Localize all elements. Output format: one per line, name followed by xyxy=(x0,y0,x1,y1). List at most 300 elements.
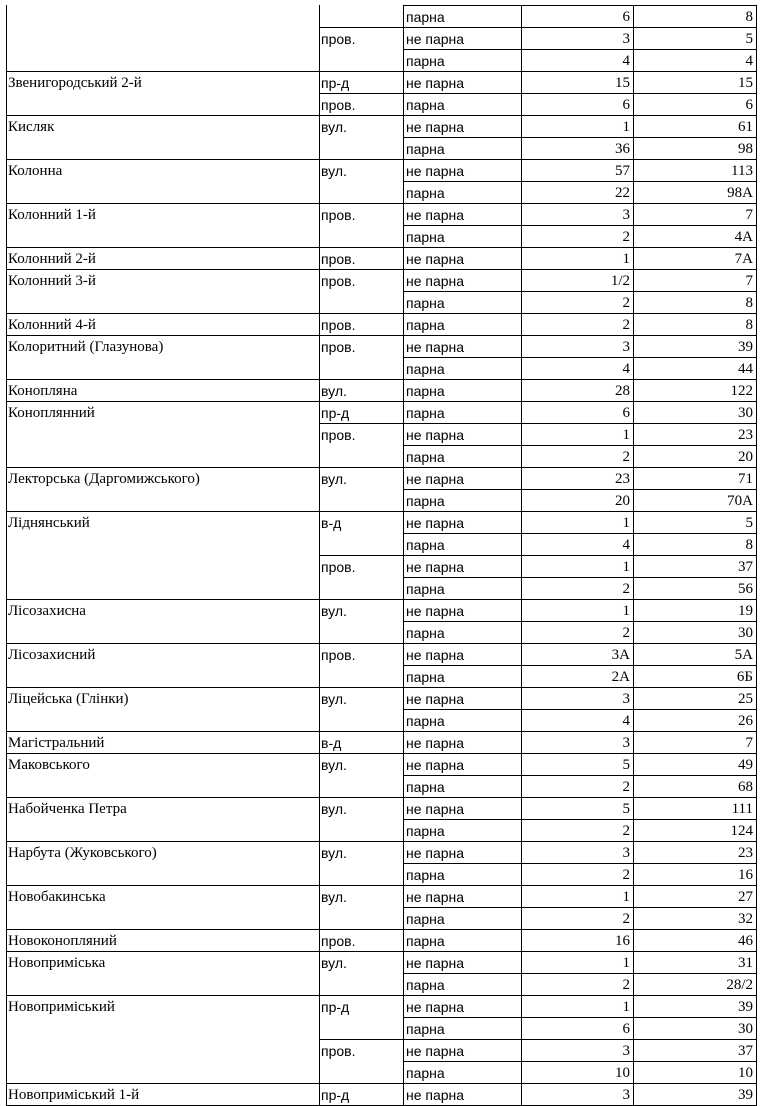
house-from-cell: 2 xyxy=(521,863,633,885)
house-from-cell: 16 xyxy=(521,929,633,951)
parity-cell: парна xyxy=(403,1061,521,1083)
street-type-cell: пров. xyxy=(319,929,403,951)
column-divider xyxy=(319,5,320,1106)
house-from-cell: 10 xyxy=(521,1061,633,1083)
street-name-cell xyxy=(6,489,319,511)
house-to-cell: 28/2 xyxy=(633,973,756,995)
street-type-cell: вул. xyxy=(319,841,403,863)
street-type-cell: пров. xyxy=(319,93,403,115)
parity-cell: не парна xyxy=(403,203,521,225)
house-to-cell: 32 xyxy=(633,907,756,929)
street-type-cell: пров. xyxy=(319,247,403,269)
street-name-cell: Конопляна xyxy=(6,379,319,401)
street-name-cell xyxy=(6,555,319,577)
parity-cell: парна xyxy=(403,181,521,203)
house-from-cell: 2 xyxy=(521,907,633,929)
street-name-cell xyxy=(6,709,319,731)
street-name-cell xyxy=(6,181,319,203)
parity-cell: не парна xyxy=(403,555,521,577)
table-row xyxy=(6,775,762,797)
house-to-cell: 5А xyxy=(633,643,756,665)
house-from-cell: 1 xyxy=(521,511,633,533)
street-type-cell: вул. xyxy=(319,159,403,181)
house-to-cell: 30 xyxy=(633,621,756,643)
house-to-cell: 25 xyxy=(633,687,756,709)
house-to-cell: 5 xyxy=(633,27,756,49)
street-type-cell xyxy=(319,445,403,467)
street-name-cell: Лекторська (Даргомижського) xyxy=(6,467,319,489)
house-from-cell: 3 xyxy=(521,335,633,357)
table-row xyxy=(6,225,762,247)
column-divider xyxy=(633,5,634,1106)
parity-cell: парна xyxy=(403,291,521,313)
house-from-cell: 1/2 xyxy=(521,269,633,291)
parity-cell: парна xyxy=(403,1017,521,1039)
house-to-cell: 23 xyxy=(633,423,756,445)
house-from-cell: 36 xyxy=(521,137,633,159)
parity-cell: парна xyxy=(403,819,521,841)
street-name-cell: Нарбута (Жуковського) xyxy=(6,841,319,863)
street-type-cell: пров. xyxy=(319,269,403,291)
parity-cell: не парна xyxy=(403,1039,521,1061)
parity-cell: не парна xyxy=(403,753,521,775)
house-from-cell: 3 xyxy=(521,27,633,49)
street-type-cell: пр-д xyxy=(319,1083,403,1105)
parity-cell: не парна xyxy=(403,511,521,533)
house-from-cell: 3 xyxy=(521,1083,633,1105)
table-row xyxy=(6,819,762,841)
parity-cell: не парна xyxy=(403,335,521,357)
table-row xyxy=(6,753,762,775)
street-name-cell: Лісозахисний xyxy=(6,643,319,665)
house-from-cell: 2 xyxy=(521,291,633,313)
street-name-cell xyxy=(6,49,319,71)
house-from-cell: 1 xyxy=(521,995,633,1017)
street-type-cell: вул. xyxy=(319,797,403,819)
street-type-cell: пров. xyxy=(319,313,403,335)
parity-cell: парна xyxy=(403,863,521,885)
table-row xyxy=(6,379,762,401)
street-name-cell: Новопримiський xyxy=(6,995,319,1017)
house-to-cell: 111 xyxy=(633,797,756,819)
street-type-cell xyxy=(319,1061,403,1083)
street-name-cell xyxy=(6,445,319,467)
street-type-cell: в-д xyxy=(319,511,403,533)
street-type-cell xyxy=(319,5,403,27)
parity-cell: парна xyxy=(403,929,521,951)
house-from-cell: 2 xyxy=(521,445,633,467)
parity-cell: не парна xyxy=(403,269,521,291)
house-to-cell: 61 xyxy=(633,115,756,137)
table-row xyxy=(6,511,762,533)
street-type-cell: пров. xyxy=(319,203,403,225)
street-name-cell: Колонна xyxy=(6,159,319,181)
house-to-cell: 6Б xyxy=(633,665,756,687)
street-type-cell xyxy=(319,357,403,379)
parity-cell: парна xyxy=(403,709,521,731)
street-name-cell xyxy=(6,577,319,599)
parity-cell: парна xyxy=(403,313,521,335)
parity-cell: не парна xyxy=(403,115,521,137)
table-row xyxy=(6,907,762,929)
house-from-cell: 2 xyxy=(521,819,633,841)
house-to-cell: 37 xyxy=(633,555,756,577)
street-name-cell: Колонний 4-й xyxy=(6,313,319,335)
house-to-cell: 7 xyxy=(633,269,756,291)
house-from-cell: 1 xyxy=(521,885,633,907)
table-row xyxy=(6,445,762,467)
house-from-cell: 6 xyxy=(521,5,633,27)
street-type-cell: вул. xyxy=(319,951,403,973)
parity-cell: парна xyxy=(403,577,521,599)
street-name-cell xyxy=(6,863,319,885)
table-row xyxy=(6,269,762,291)
house-to-cell: 7 xyxy=(633,203,756,225)
street-name-cell xyxy=(6,665,319,687)
table-row xyxy=(6,929,762,951)
house-from-cell: 3 xyxy=(521,1039,633,1061)
house-to-cell: 68 xyxy=(633,775,756,797)
house-from-cell: 22 xyxy=(521,181,633,203)
parity-cell: не парна xyxy=(403,71,521,93)
street-type-cell xyxy=(319,577,403,599)
house-from-cell: 6 xyxy=(521,401,633,423)
street-table xyxy=(6,5,762,1105)
house-to-cell: 23 xyxy=(633,841,756,863)
table-row xyxy=(6,313,762,335)
house-from-cell: 5 xyxy=(521,753,633,775)
street-name-cell xyxy=(6,93,319,115)
table-row xyxy=(6,159,762,181)
street-type-cell xyxy=(319,225,403,247)
house-to-cell: 16 xyxy=(633,863,756,885)
house-to-cell: 8 xyxy=(633,313,756,335)
parity-cell: не парна xyxy=(403,995,521,1017)
street-name-cell: Колоритний (Глазунова) xyxy=(6,335,319,357)
house-from-cell: 2 xyxy=(521,313,633,335)
table-row xyxy=(6,533,762,555)
table-row xyxy=(6,643,762,665)
table-row xyxy=(6,709,762,731)
parity-cell: парна xyxy=(403,401,521,423)
house-from-cell: 4 xyxy=(521,49,633,71)
house-from-cell: 4 xyxy=(521,533,633,555)
street-name-cell xyxy=(6,775,319,797)
table-row xyxy=(6,247,762,269)
table-row xyxy=(6,423,762,445)
column-divider xyxy=(403,5,404,1106)
street-type-cell: вул. xyxy=(319,885,403,907)
street-type-cell xyxy=(319,533,403,555)
house-from-cell: 20 xyxy=(521,489,633,511)
house-from-cell: 3 xyxy=(521,203,633,225)
table-row xyxy=(6,115,762,137)
table-row xyxy=(6,27,762,49)
house-from-cell: 57 xyxy=(521,159,633,181)
table-row xyxy=(6,797,762,819)
street-name-cell: Новоконопляний xyxy=(6,929,319,951)
parity-cell: не парна xyxy=(403,247,521,269)
street-name-cell xyxy=(6,621,319,643)
parity-cell: парна xyxy=(403,775,521,797)
house-to-cell: 4 xyxy=(633,49,756,71)
street-name-cell xyxy=(6,137,319,159)
house-to-cell: 113 xyxy=(633,159,756,181)
table-row xyxy=(6,951,762,973)
street-name-cell: Кисляк xyxy=(6,115,319,137)
house-to-cell: 6 xyxy=(633,93,756,115)
street-type-cell: вул. xyxy=(319,599,403,621)
parity-cell: парна xyxy=(403,533,521,555)
parity-cell: парна xyxy=(403,907,521,929)
parity-cell: парна xyxy=(403,665,521,687)
parity-cell: парна xyxy=(403,137,521,159)
street-name-cell xyxy=(6,1061,319,1083)
table-row xyxy=(6,291,762,313)
street-name-cell xyxy=(6,291,319,313)
street-type-cell: вул. xyxy=(319,379,403,401)
house-from-cell: 3 xyxy=(521,731,633,753)
street-name-cell xyxy=(6,1039,319,1061)
table-row xyxy=(6,863,762,885)
table-row xyxy=(6,93,762,115)
house-to-cell: 98 xyxy=(633,137,756,159)
street-type-cell: пров. xyxy=(319,335,403,357)
house-to-cell: 56 xyxy=(633,577,756,599)
house-from-cell: 1 xyxy=(521,555,633,577)
house-to-cell: 49 xyxy=(633,753,756,775)
house-from-cell: 1 xyxy=(521,599,633,621)
street-type-cell: вул. xyxy=(319,753,403,775)
street-type-cell xyxy=(319,973,403,995)
street-name-cell: Новопримiська xyxy=(6,951,319,973)
parity-cell: парна xyxy=(403,379,521,401)
house-to-cell: 122 xyxy=(633,379,756,401)
house-from-cell: 28 xyxy=(521,379,633,401)
table-row xyxy=(6,401,762,423)
house-to-cell: 20 xyxy=(633,445,756,467)
house-to-cell: 37 xyxy=(633,1039,756,1061)
street-name-cell: Ліцейська (Глінки) xyxy=(6,687,319,709)
table-row xyxy=(6,137,762,159)
house-to-cell: 124 xyxy=(633,819,756,841)
table-row xyxy=(6,1061,762,1083)
street-type-cell: пр-д xyxy=(319,401,403,423)
table-row xyxy=(6,335,762,357)
house-to-cell: 7 xyxy=(633,731,756,753)
street-name-cell: Новобакинська xyxy=(6,885,319,907)
street-type-cell: вул. xyxy=(319,467,403,489)
street-name-cell xyxy=(6,907,319,929)
house-from-cell: 2 xyxy=(521,973,633,995)
street-name-cell xyxy=(6,225,319,247)
house-to-cell: 46 xyxy=(633,929,756,951)
parity-cell: не парна xyxy=(403,423,521,445)
house-from-cell: 1 xyxy=(521,247,633,269)
street-name-cell xyxy=(6,5,319,27)
street-name-cell: Колонний 3-й xyxy=(6,269,319,291)
street-type-cell xyxy=(319,489,403,511)
street-name-cell: Звенигородський 2-й xyxy=(6,71,319,93)
house-from-cell: 1 xyxy=(521,115,633,137)
street-name-cell xyxy=(6,27,319,49)
house-to-cell: 44 xyxy=(633,357,756,379)
table-row xyxy=(6,71,762,93)
house-to-cell: 27 xyxy=(633,885,756,907)
street-type-cell xyxy=(319,1017,403,1039)
parity-cell: не парна xyxy=(403,27,521,49)
house-to-cell: 31 xyxy=(633,951,756,973)
street-name-cell: Ліднянський xyxy=(6,511,319,533)
table-row xyxy=(6,885,762,907)
house-from-cell: 5 xyxy=(521,797,633,819)
house-to-cell: 39 xyxy=(633,1083,756,1105)
table-row xyxy=(6,577,762,599)
house-from-cell: 23 xyxy=(521,467,633,489)
table-row xyxy=(6,621,762,643)
house-from-cell: 3А xyxy=(521,643,633,665)
house-from-cell: 1 xyxy=(521,423,633,445)
street-type-cell: пров. xyxy=(319,1039,403,1061)
street-name-cell xyxy=(6,819,319,841)
street-name-cell: Маковського xyxy=(6,753,319,775)
house-to-cell: 30 xyxy=(633,401,756,423)
street-type-cell xyxy=(319,181,403,203)
column-divider xyxy=(521,5,522,1106)
house-to-cell: 98А xyxy=(633,181,756,203)
street-type-cell: пров. xyxy=(319,555,403,577)
street-type-cell xyxy=(319,775,403,797)
house-from-cell: 2 xyxy=(521,577,633,599)
street-type-cell xyxy=(319,819,403,841)
parity-cell: не парна xyxy=(403,841,521,863)
street-type-cell: в-д xyxy=(319,731,403,753)
street-type-cell xyxy=(319,137,403,159)
parity-cell: не парна xyxy=(403,797,521,819)
table-row xyxy=(6,5,762,27)
parity-cell: не парна xyxy=(403,731,521,753)
table-row xyxy=(6,1039,762,1061)
street-type-cell xyxy=(319,291,403,313)
parity-cell: не парна xyxy=(403,159,521,181)
house-to-cell: 15 xyxy=(633,71,756,93)
house-from-cell: 15 xyxy=(521,71,633,93)
table-row xyxy=(6,973,762,995)
street-type-cell: пров. xyxy=(319,27,403,49)
parity-cell: парна xyxy=(403,225,521,247)
street-type-cell: вул. xyxy=(319,687,403,709)
street-type-cell: пров. xyxy=(319,423,403,445)
street-name-cell: Новопримiський 1-й xyxy=(6,1083,319,1105)
street-type-cell xyxy=(319,863,403,885)
street-name-cell: Колонний 2-й xyxy=(6,247,319,269)
house-from-cell: 6 xyxy=(521,93,633,115)
house-to-cell: 4А xyxy=(633,225,756,247)
street-name-cell xyxy=(6,973,319,995)
table-body xyxy=(6,5,762,1105)
house-to-cell: 71 xyxy=(633,467,756,489)
house-to-cell: 70А xyxy=(633,489,756,511)
house-from-cell: 2 xyxy=(521,621,633,643)
street-name-cell xyxy=(6,357,319,379)
house-to-cell: 26 xyxy=(633,709,756,731)
parity-cell: парна xyxy=(403,49,521,71)
table-row xyxy=(6,995,762,1017)
house-from-cell: 2 xyxy=(521,775,633,797)
house-from-cell: 4 xyxy=(521,357,633,379)
parity-cell: парна xyxy=(403,489,521,511)
street-name-cell: Колонний 1-й xyxy=(6,203,319,225)
parity-cell: не парна xyxy=(403,885,521,907)
street-name-cell: Магістральний xyxy=(6,731,319,753)
street-name-cell: Коноплянний xyxy=(6,401,319,423)
table-row xyxy=(6,489,762,511)
house-to-cell: 19 xyxy=(633,599,756,621)
table-row xyxy=(6,181,762,203)
column-divider xyxy=(756,5,757,1106)
street-name-cell: Лісозахисна xyxy=(6,599,319,621)
table-row xyxy=(6,357,762,379)
street-type-cell: вул. xyxy=(319,115,403,137)
street-type-cell: пр-д xyxy=(319,995,403,1017)
street-type-cell xyxy=(319,49,403,71)
parity-cell: парна xyxy=(403,93,521,115)
house-to-cell: 8 xyxy=(633,533,756,555)
street-name-cell xyxy=(6,423,319,445)
parity-cell: парна xyxy=(403,445,521,467)
house-to-cell: 10 xyxy=(633,1061,756,1083)
parity-cell: парна xyxy=(403,5,521,27)
parity-cell: не парна xyxy=(403,687,521,709)
parity-cell: не парна xyxy=(403,951,521,973)
street-type-cell xyxy=(319,907,403,929)
column-divider xyxy=(6,5,7,1106)
house-from-cell: 2 xyxy=(521,225,633,247)
house-from-cell: 6 xyxy=(521,1017,633,1039)
house-from-cell: 3 xyxy=(521,841,633,863)
street-name-cell xyxy=(6,533,319,555)
house-to-cell: 39 xyxy=(633,995,756,1017)
street-name-cell: Набойченка Петра xyxy=(6,797,319,819)
table-row xyxy=(6,555,762,577)
table-row xyxy=(6,841,762,863)
street-type-cell: пров. xyxy=(319,643,403,665)
street-name-cell xyxy=(6,1017,319,1039)
house-to-cell: 5 xyxy=(633,511,756,533)
house-to-cell: 8 xyxy=(633,5,756,27)
house-to-cell: 30 xyxy=(633,1017,756,1039)
house-from-cell: 4 xyxy=(521,709,633,731)
house-to-cell: 7А xyxy=(633,247,756,269)
parity-cell: не парна xyxy=(403,467,521,489)
table-row xyxy=(6,1083,762,1105)
table-row xyxy=(6,665,762,687)
street-type-cell: пр-д xyxy=(319,71,403,93)
parity-cell: парна xyxy=(403,621,521,643)
parity-cell: не парна xyxy=(403,599,521,621)
street-type-cell xyxy=(319,709,403,731)
parity-cell: парна xyxy=(403,973,521,995)
parity-cell: не парна xyxy=(403,643,521,665)
house-from-cell: 1 xyxy=(521,951,633,973)
house-to-cell: 8 xyxy=(633,291,756,313)
house-from-cell: 2А xyxy=(521,665,633,687)
table-row xyxy=(6,599,762,621)
street-type-cell xyxy=(319,665,403,687)
table-row xyxy=(6,203,762,225)
table-row xyxy=(6,687,762,709)
parity-cell: парна xyxy=(403,357,521,379)
